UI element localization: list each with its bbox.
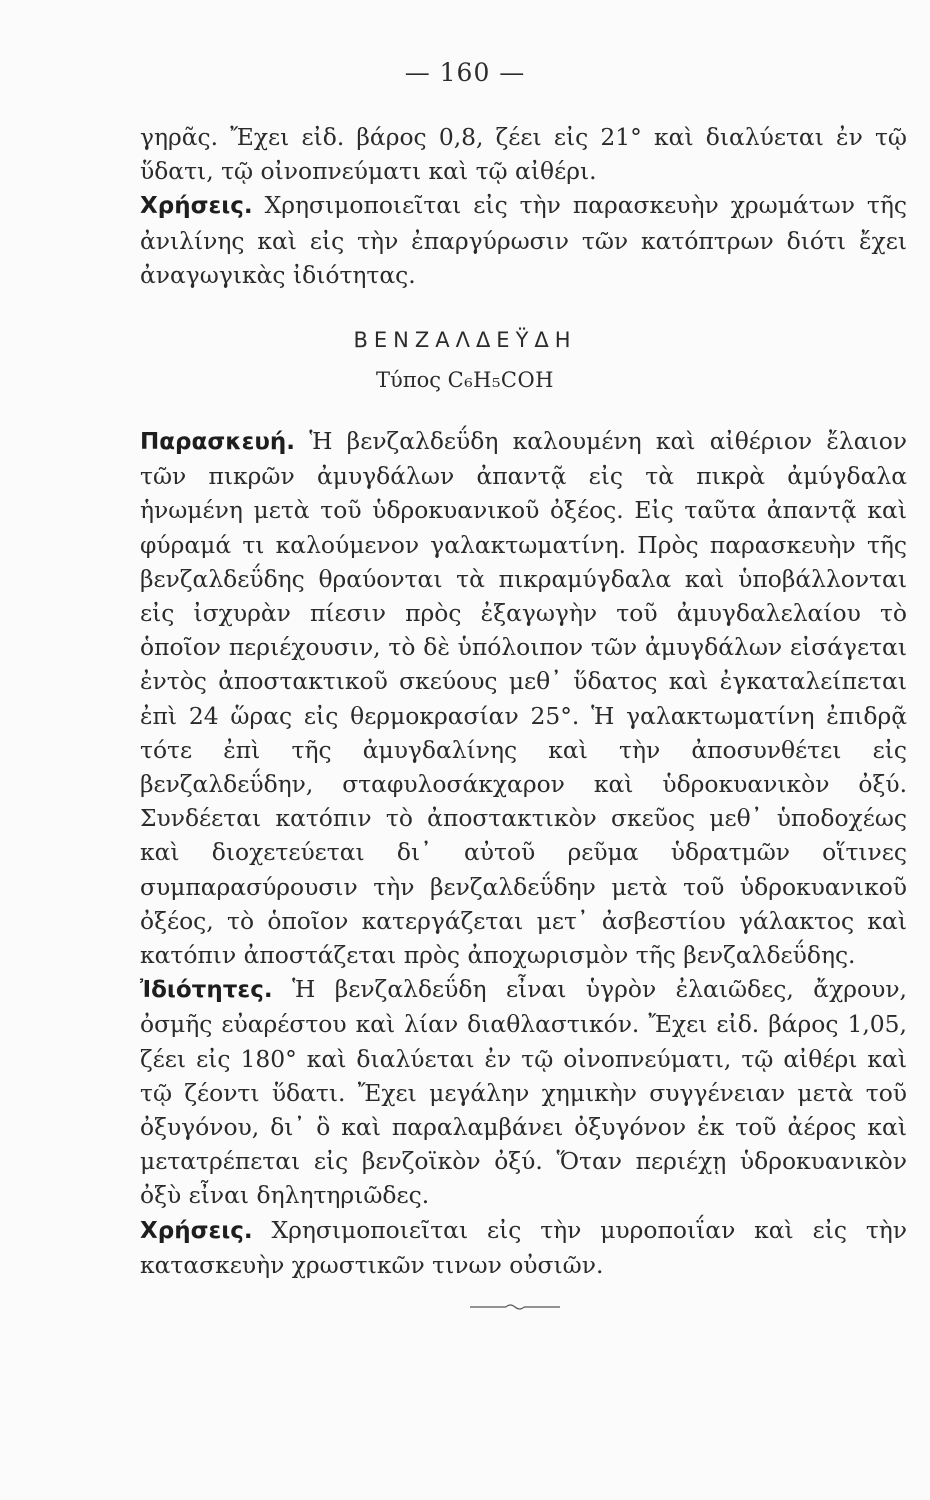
uses-paragraph-2 bbox=[140, 1213, 907, 1282]
uses-text-2: Χρησιμοποιεῖται εἰς τὴν μυροποιΐαν καὶ εἰς τὴν κατασκευὴν χρωστικῶν τινων οὐσιῶν. bbox=[140, 1215, 907, 1279]
uses-paragraph bbox=[140, 188, 907, 292]
section-heading: ΒΕΝΖΑΛΔΕΫΔΗ bbox=[353, 328, 577, 352]
page-number: — 160 — bbox=[404, 58, 526, 87]
properties-label: Ἰδιότητες. bbox=[140, 977, 273, 1004]
formula-line bbox=[0, 368, 930, 392]
preparation-text: Ἡ βενζαλδεΰδη καλουμένη καὶ αἰθέριον ἔλαιον τῶν πικρῶν ἀμυγδάλων ἀπαντᾷ εἰς τὰ πικρὰ ἀμύγδαλα ἡνωμένη μετὰ τοῦ ὑδροκυανικοῦ ὀξέος. Εἰς ταῦτα ἀπαντᾷ καὶ φύραμά τι καλούμενον γαλακτωματίνη. Πρὸς παρασκευὴν τῆς βενζαλδεΰδης θραύονται τὰ πικραμύγδαλα καὶ ὑποβάλλονται εἰς ἰσχυρὰν πίεσιν πρὸς ἐξαγωγὴν τοῦ ἀμυγδαλελαίου τὸ ὁποῖον περιέχουσιν, τὸ δὲ ὑπόλοιπον τῶν ἀμυγδάλων εἰσάγεται ἐντὸς ἀποστακτικοῦ σκεύους μεθ᾽ ὕδατος καὶ ἐγκαταλείπεται ἐπὶ 24 ὥρας εἰς θερμοκρασίαν 25°. Ἡ γαλακτωματίνη ἐπιδρᾷ τότε ἐπὶ τῆς ἀμυγδαλίνης καὶ τὴν ἀποσυνθέτει εἰς βενζαλδεΰδην, σταφυλοσάκχαρον καὶ ὑδροκυανικὸν ὀξύ. Συνδέεται κατόπιν τὸ ἀποστακτικὸν σκεῦος μεθ᾽ ὑποδοχέως καὶ διοχετεύεται δι᾽ αὐτοῦ ρεῦμα ὑδρατμῶν οἵτινες συμπαρασύρουσιν τὴν βενζαλδεΰδην μετὰ τοῦ ὑδροκυανικοῦ ὀξέος, τὸ ὁποῖον κατεργάζεται μετ᾽ ἀσβεστίου γάλακτος καὶ κατόπιν ἀποστάζεται πρὸς ἀποχωρισμὸν τῆς βενζαλδεΰδης. bbox=[140, 427, 907, 970]
continuation-paragraph: γηρᾶς. Ἔχει εἰδ. βάρος 0,8, ζέει εἰς 21° καὶ διαλύεται ἐν τῷ ὕδατι, τῷ οἰνοπνεύματι καὶ τῷ αἰθέρι. bbox=[140, 123, 907, 186]
uses-text: Χρησιμοποιεῖται εἰς τὴν παρασκευὴν χρωμάτων τῆς ἀνιλίνης καὶ εἰς τὴν ἐπαργύρωσιν τῶν κατόπτρων διότι ἔχει ἀναγωγικὰς ἰδιότητας. bbox=[140, 191, 907, 289]
end-ornament-rule bbox=[470, 1302, 560, 1312]
main-text-block bbox=[140, 424, 907, 1282]
top-text-block bbox=[140, 120, 907, 292]
properties-text: Ἡ βενζαλδεΰδη εἶναι ὑγρὸν ἐλαιῶδες, ἄχρουν, ὀσμῆς εὐαρέστου καὶ λίαν διαθλαστικόν. Ἔχει εἰδ. βάρος 1,05, ζέει εἰς 180° καὶ διαλύεται ἐν τῷ οἰνοπνεύματι, τῷ αἰθέρι καὶ τῷ ζέοντι ὕδατι. Ἔχει μεγάλην χημικὴν συγγένειαν μετὰ τοῦ ὀξυγόνου, δι᾽ ὃ καὶ παραλαμβάνει ὀξυγόνον ἐκ τοῦ ἀέρος καὶ μετατρέπεται εἰς βενζοϊκὸν ὀξύ. Ὅταν περιέχῃ ὑδροκυανικὸν ὀξὺ εἶναι δηλητηριῶδες. bbox=[140, 975, 907, 1210]
preparation-paragraph bbox=[140, 424, 907, 972]
chemical-formula: C₆H₅COH bbox=[447, 368, 554, 392]
uses-label-2: Χρήσεις. bbox=[140, 1217, 253, 1244]
properties-paragraph bbox=[140, 972, 907, 1212]
uses-label: Χρήσεις. bbox=[140, 193, 253, 220]
preparation-label: Παρασκευή. bbox=[140, 429, 296, 455]
formula-label: Τύπος bbox=[376, 368, 441, 392]
